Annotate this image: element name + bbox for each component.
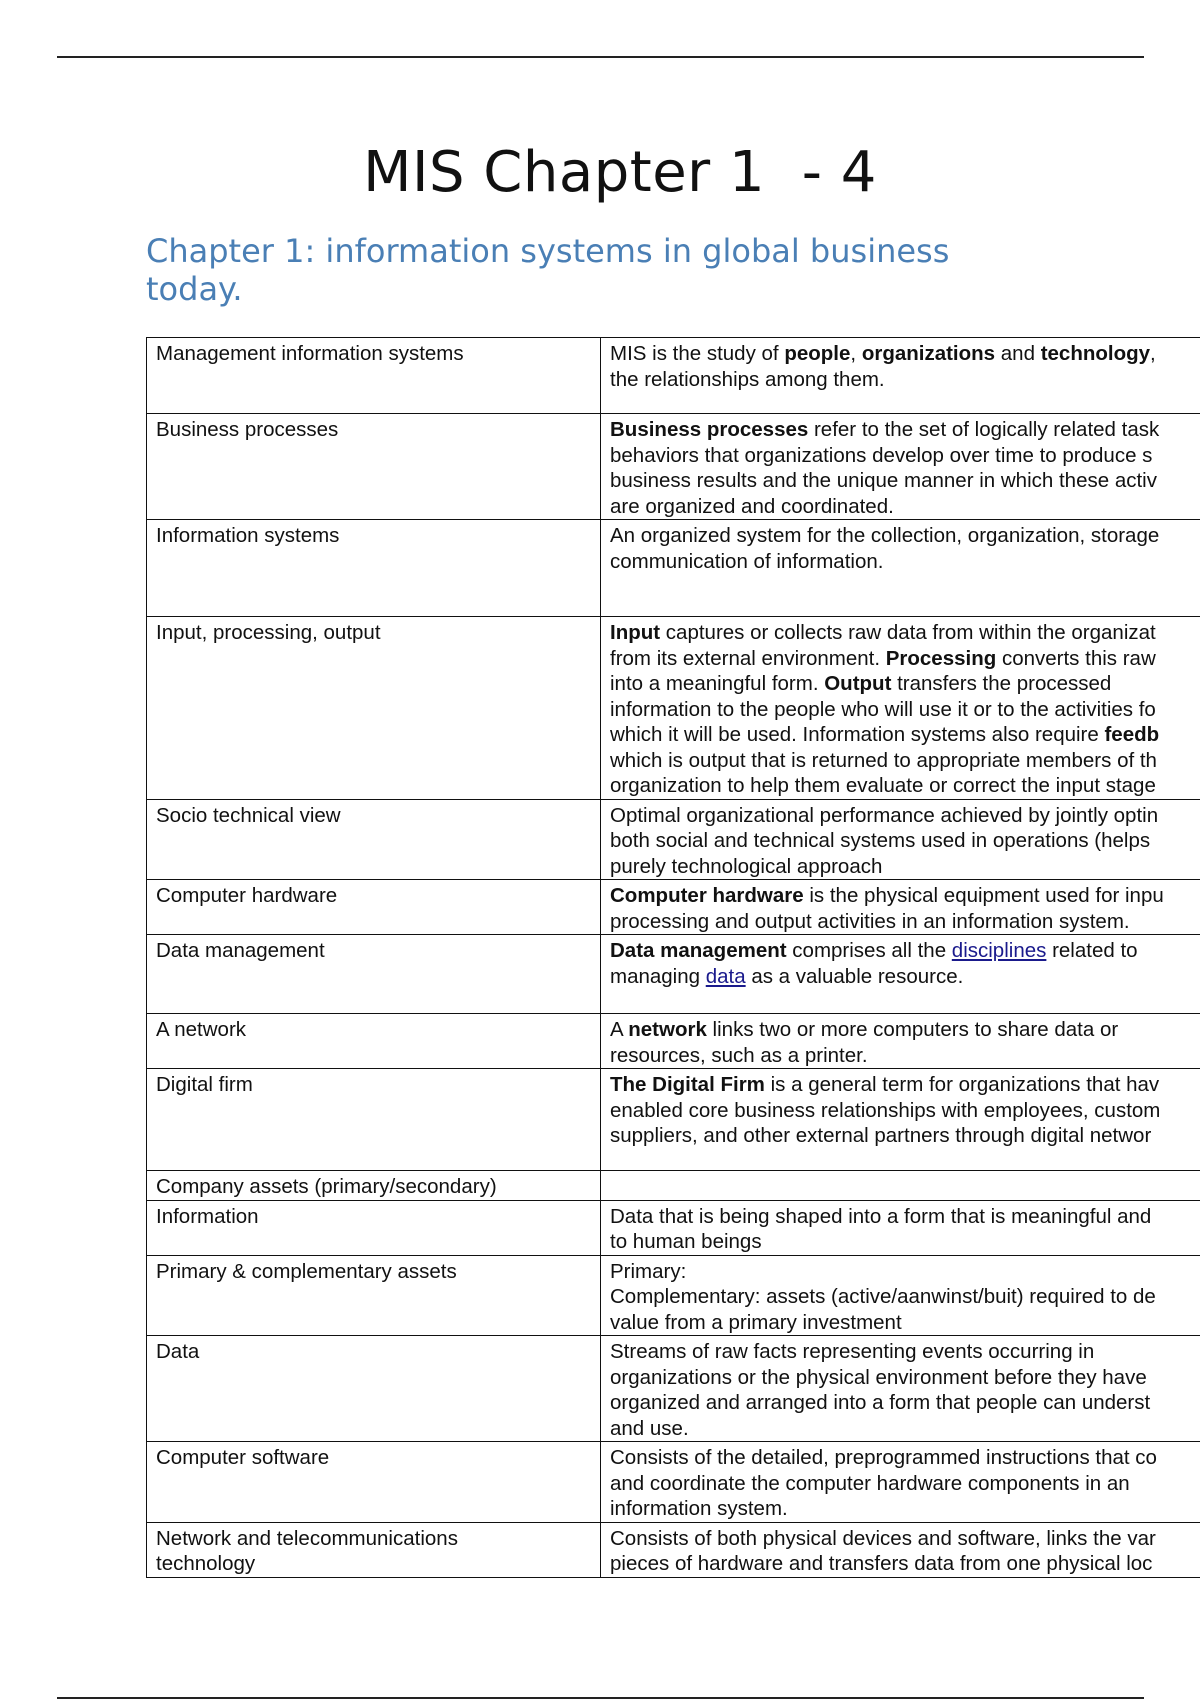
definition-line: from its external environment. Processing converts this raw (610, 646, 1156, 670)
definition-line: MIS is the study of people, organizations and technology, (610, 342, 1156, 365)
definition-line: which it will be used. Information systems also require feedb (610, 723, 1160, 746)
definition-cell (601, 1522, 1200, 1577)
definition-cell (601, 935, 1200, 1014)
term-cell: Socio technical view (147, 799, 601, 880)
definition-line: pieces of hardware and transfers data from one physical loc (610, 1552, 1153, 1575)
table-row (147, 1014, 1200, 1069)
data-link[interactable]: data (705, 964, 746, 988)
table-row (147, 1522, 1200, 1577)
table-row (147, 617, 1200, 800)
definition-cell (601, 520, 1200, 617)
table-row (147, 1171, 1200, 1201)
definition-cell (601, 1336, 1200, 1442)
table-row (147, 1255, 1200, 1336)
table-row (147, 414, 1200, 520)
term-cell: Information systems (147, 520, 601, 617)
definition-cell (601, 338, 1200, 414)
term-cell: Management information systems (147, 338, 601, 414)
definition-line: Optimal organizational performance achieved by jointly optin (610, 803, 1159, 827)
definition-line: enabled core business relationships with employees, custom (610, 1098, 1161, 1122)
table-row (147, 799, 1200, 880)
definition-line: Complementary: assets (active/aanwinst/buit) required to de (610, 1285, 1156, 1308)
definition-line: Consists of both physical devices and software, links the var (610, 1526, 1156, 1550)
definition-line: into a meaningful form. Output transfers the processed (610, 672, 1112, 695)
definition-line: the relationships among them. (610, 367, 885, 391)
definition-line: The Digital Firm is a general term for organizations that hav (610, 1073, 1160, 1096)
definition-cell (601, 880, 1200, 935)
definition-line: An organized system for the collection, organization, storage (610, 524, 1160, 547)
table-row (147, 1336, 1200, 1442)
definition-line: purely technological approach (610, 854, 883, 878)
term-cell: Computer software (147, 1442, 601, 1523)
definition-line: and use. (610, 1416, 689, 1440)
definition-line: Streams of raw facts representing events occurring in (610, 1340, 1095, 1363)
term-cell: Input, processing, output (147, 617, 601, 800)
definition-line: which is output that is returned to appropriate members of th (610, 748, 1157, 772)
definition-line: Primary: (610, 1259, 687, 1283)
term-cell: Business processes (147, 414, 601, 520)
definition-line: Data management comprises all the disciplines related to (610, 939, 1138, 962)
table-row (147, 338, 1200, 414)
disciplines-link[interactable]: disciplines (951, 939, 1047, 962)
definition-line: business results and the unique manner in which these activ (610, 469, 1157, 492)
definition-cell (601, 1069, 1200, 1171)
definition-line: Consists of the detailed, preprogrammed instructions that co (610, 1446, 1157, 1469)
definition-line: information to the people who will use it or to the activities fo (610, 697, 1156, 721)
definition-line: suppliers, and other external partners through digital networ (610, 1124, 1152, 1147)
definition-line: organized and arranged into a form that people can underst (610, 1391, 1151, 1414)
definition-line: both social and technical systems used in operations (helps (610, 829, 1151, 852)
term-cell: Company assets (primary/secondary) (147, 1171, 601, 1201)
table-row (147, 1069, 1200, 1171)
definition-line: behaviors that organizations develop over time to produce s (610, 443, 1153, 467)
definition-line: organizations or the physical environment before they have (610, 1365, 1147, 1389)
definition-line: Data that is being shaped into a form that is meaningful and (610, 1204, 1152, 1228)
term-cell: A network (147, 1014, 601, 1069)
glossary-table (146, 337, 1200, 1578)
term-cell: Computer hardware (147, 880, 601, 935)
document-title: MIS Chapter 1 - 4 (363, 140, 877, 205)
definition-line: Business processes refer to the set of logically related task (610, 418, 1160, 441)
term-line: Network and telecommunications (156, 1526, 458, 1550)
definition-line: Computer hardware is the physical equipment used for inpu (610, 884, 1164, 907)
definition-cell (601, 1200, 1200, 1255)
table-row (147, 880, 1200, 935)
definition-line: communication of information. (610, 549, 884, 573)
definition-line: to human beings (610, 1230, 762, 1253)
definition-cell (601, 1255, 1200, 1336)
definition-line: and coordinate the computer hardware components in an (610, 1471, 1130, 1495)
definition-cell (601, 1171, 1200, 1201)
definition-line: information system. (610, 1497, 788, 1520)
definition-cell (601, 1014, 1200, 1069)
definition-line: Input captures or collects raw data from within the organizat (610, 621, 1156, 644)
glossary-table-container (146, 337, 1200, 1578)
table-row (147, 1442, 1200, 1523)
term-cell: Data management (147, 935, 601, 1014)
term-cell: Information (147, 1200, 601, 1255)
term-cell: Digital firm (147, 1069, 601, 1171)
definition-line: are organized and coordinated. (610, 494, 894, 518)
table-row (147, 935, 1200, 1014)
definition-line: resources, such as a printer. (610, 1043, 868, 1067)
top-rule (57, 56, 1144, 58)
definition-cell (601, 1442, 1200, 1523)
bottom-rule (57, 1697, 1144, 1699)
definition-line: A network links two or more computers to share data or (610, 1018, 1119, 1041)
definition-cell (601, 414, 1200, 520)
definition-line: managing data as a valuable resource. (610, 964, 964, 988)
term-cell: Data (147, 1336, 601, 1442)
definition-line: processing and output activities in an information system. (610, 909, 1130, 933)
definition-line: value from a primary investment (610, 1310, 902, 1334)
term-cell: Primary & complementary assets (147, 1255, 601, 1336)
definition-cell (601, 617, 1200, 800)
definition-line: organization to help them evaluate or correct the input stage (610, 774, 1156, 797)
table-row (147, 520, 1200, 617)
chapter-heading: Chapter 1: information systems in global business today. (146, 232, 950, 308)
term-line: technology (156, 1552, 256, 1575)
term-cell (147, 1522, 601, 1577)
table-row (147, 1200, 1200, 1255)
definition-cell (601, 799, 1200, 880)
